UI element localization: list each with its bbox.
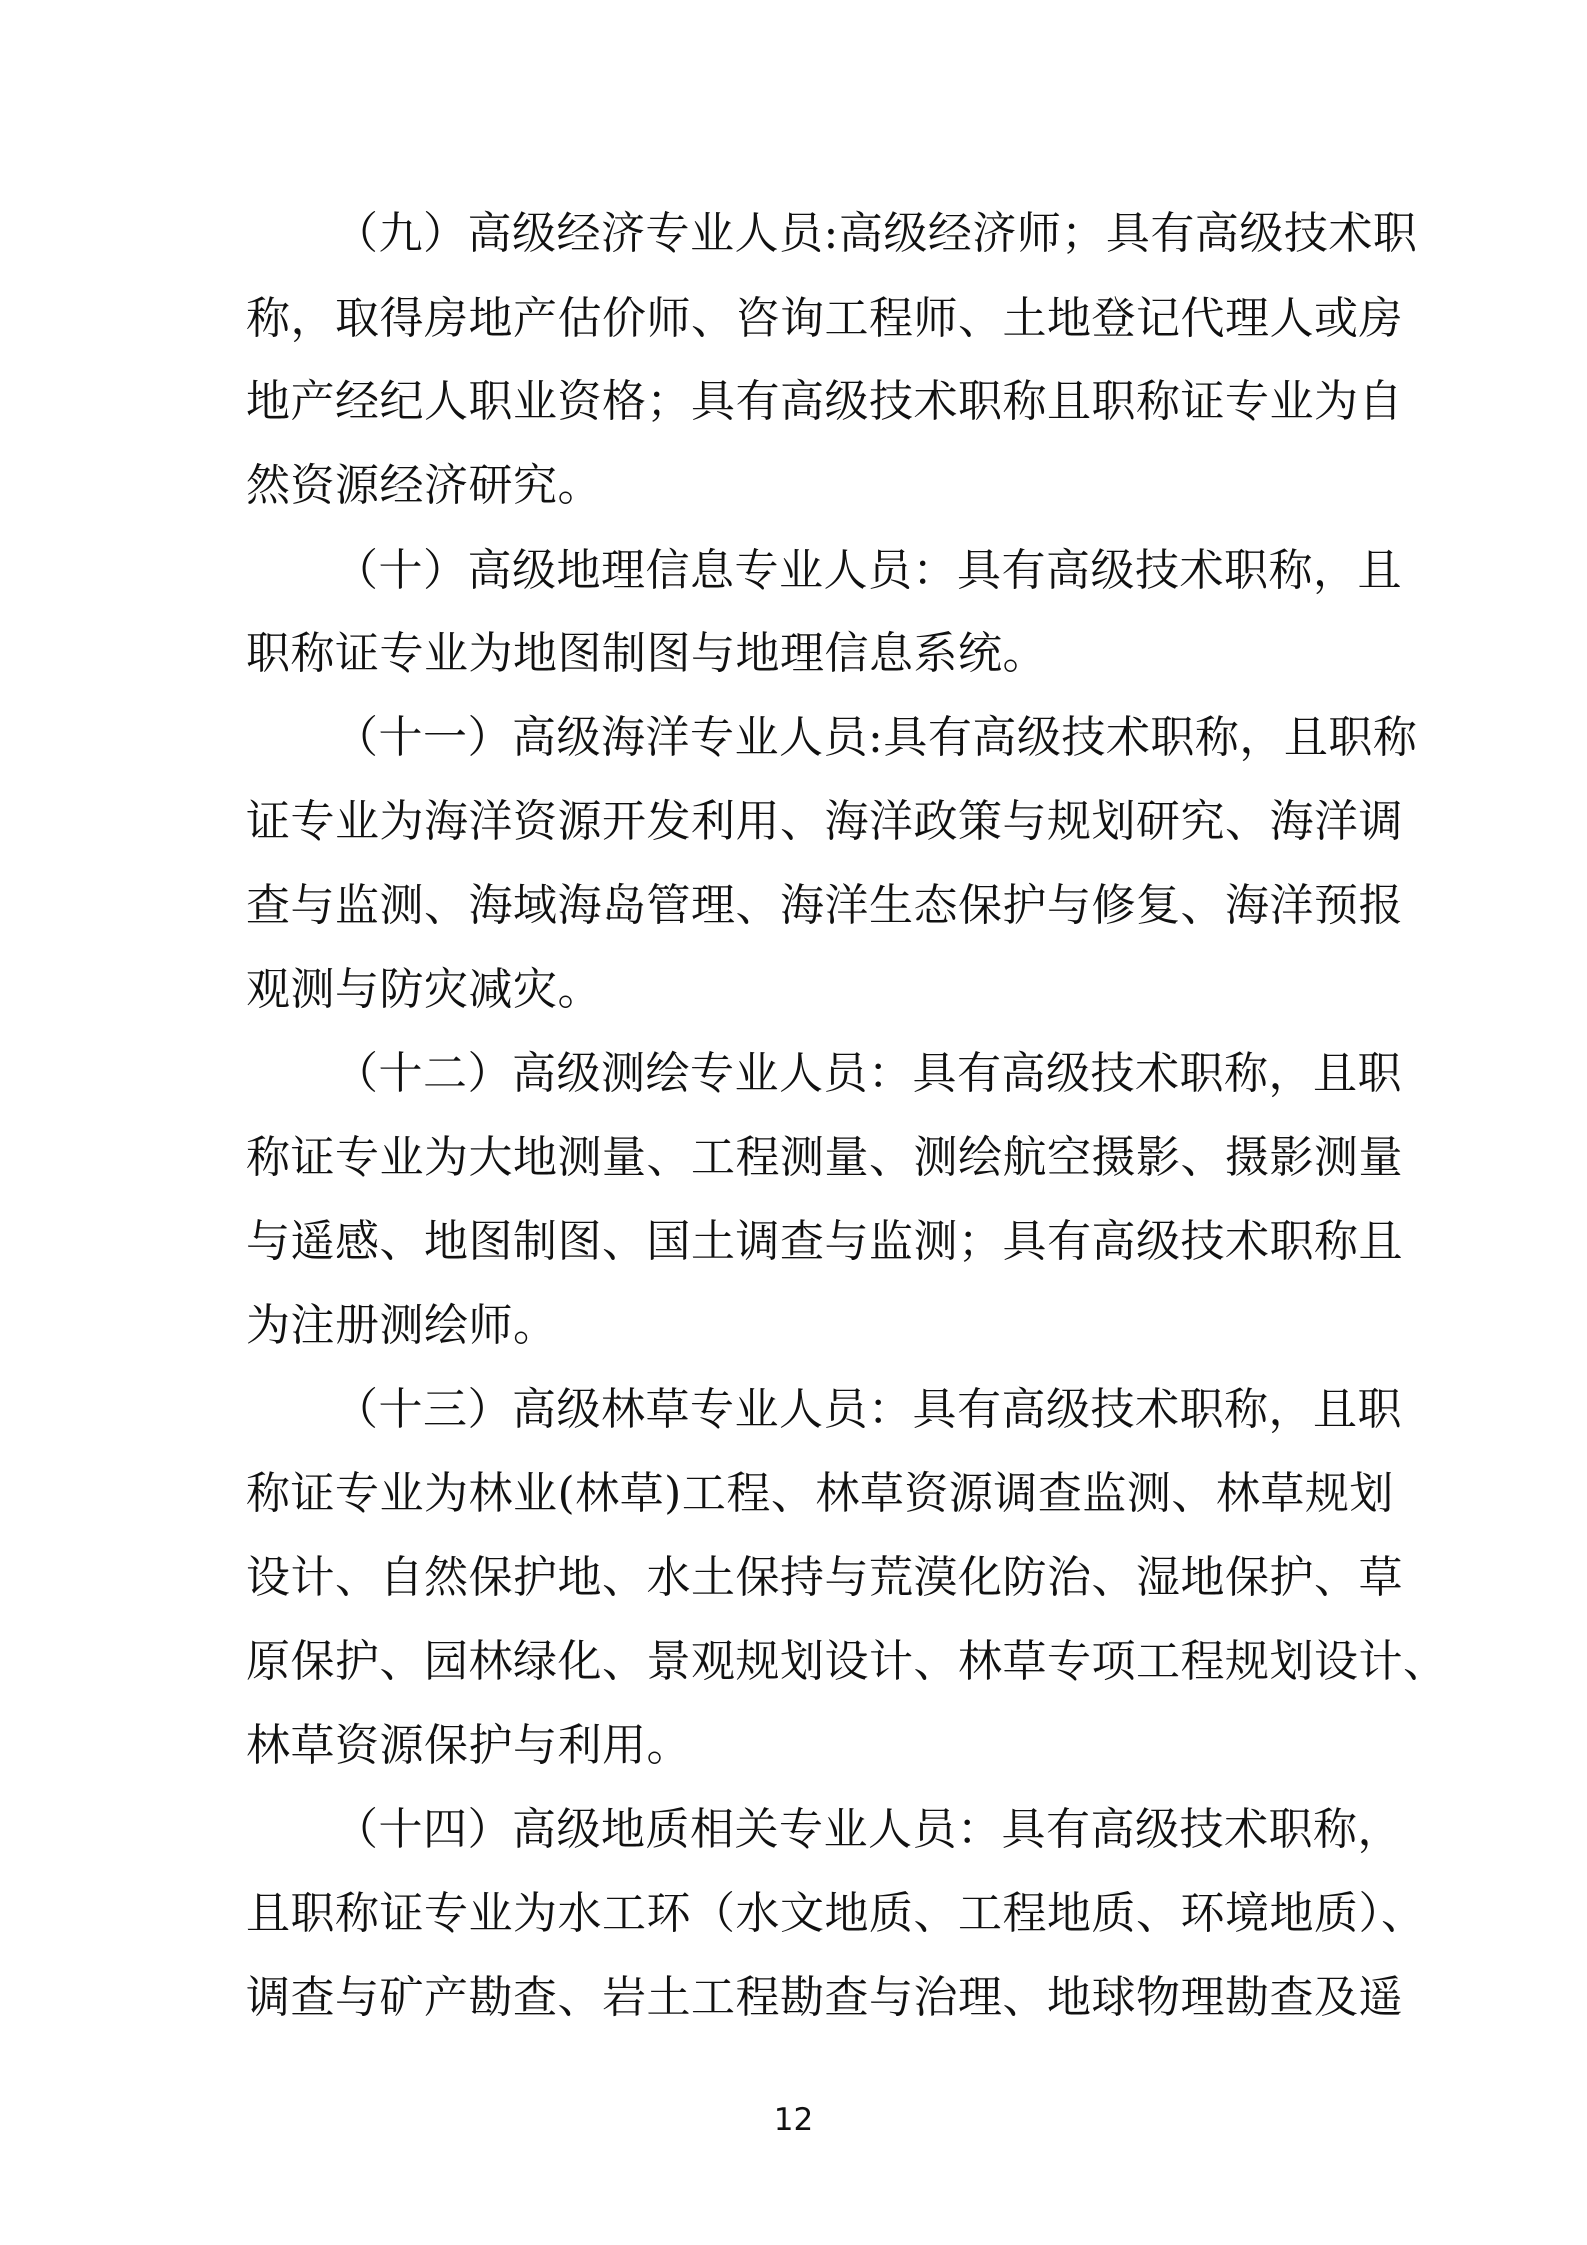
paragraph-11-line-3: 查与监测、海域海岛管理、海洋生态保护与修复、海洋预报 — [246, 880, 1403, 931]
page-number: 12 — [773, 2102, 814, 2138]
paragraph-9-line-3: 地产经纪人职业资格；具有高级技术职称且职称证专业为自 — [246, 376, 1403, 427]
paragraph-12-line-3: 与遥感、地图制图、国土调查与监测；具有高级技术职称且 — [246, 1216, 1403, 1267]
paragraph-9-line-1: （九）高级经济专业人员:高级经济师；具有高级技术职 — [334, 208, 1418, 259]
paragraph-13-line-5: 林草资源保护与利用。 — [246, 1720, 691, 1771]
paragraph-14-line-2: 且职称证专业为水工环（水文地质、工程地质、环境地质）、 — [246, 1888, 1426, 1939]
paragraph-13-line-1: （十三）高级林草专业人员：具有高级技术职称，且职 — [334, 1384, 1402, 1435]
paragraph-11-line-2: 证专业为海洋资源开发利用、海洋政策与规划研究、海洋调 — [246, 796, 1403, 847]
paragraph-14-line-3: 调查与矿产勘查、岩土工程勘查与治理、地球物理勘查及遥 — [246, 1972, 1403, 2023]
paragraph-12-line-1: （十二）高级测绘专业人员：具有高级技术职称，且职 — [334, 1048, 1402, 1099]
paragraph-12-line-2: 称证专业为大地测量、工程测量、测绘航空摄影、摄影测量 — [246, 1132, 1403, 1183]
paragraph-10-line-2: 职称证专业为地图制图与地理信息系统。 — [246, 628, 1047, 679]
paragraph-12-line-4: 为注册测绘师。 — [246, 1300, 558, 1351]
paragraph-13-line-4: 原保护、园林绿化、景观规划设计、林草专项工程规划设计、 — [246, 1636, 1448, 1687]
paragraph-14-line-1: （十四）高级地质相关专业人员：具有高级技术职称， — [334, 1804, 1402, 1855]
paragraph-11-line-1: （十一）高级海洋专业人员:具有高级技术职称，且职称 — [334, 712, 1418, 763]
paragraph-13-line-3: 设计、自然保护地、水土保持与荒漠化防治、湿地保护、草 — [246, 1552, 1403, 1603]
paragraph-13-line-2: 称证专业为林业(林草)工程、林草资源调查监测、林草规划 — [246, 1468, 1394, 1519]
paragraph-11-line-4: 观测与防灾减灾。 — [246, 964, 602, 1015]
paragraph-9-line-2: 称，取得房地产估价师、咨询工程师、土地登记代理人或房 — [246, 293, 1403, 344]
paragraph-10-line-1: （十）高级地理信息专业人员：具有高级技术职称，且 — [334, 545, 1402, 596]
paragraph-9-line-4: 然资源经济研究。 — [246, 460, 602, 511]
